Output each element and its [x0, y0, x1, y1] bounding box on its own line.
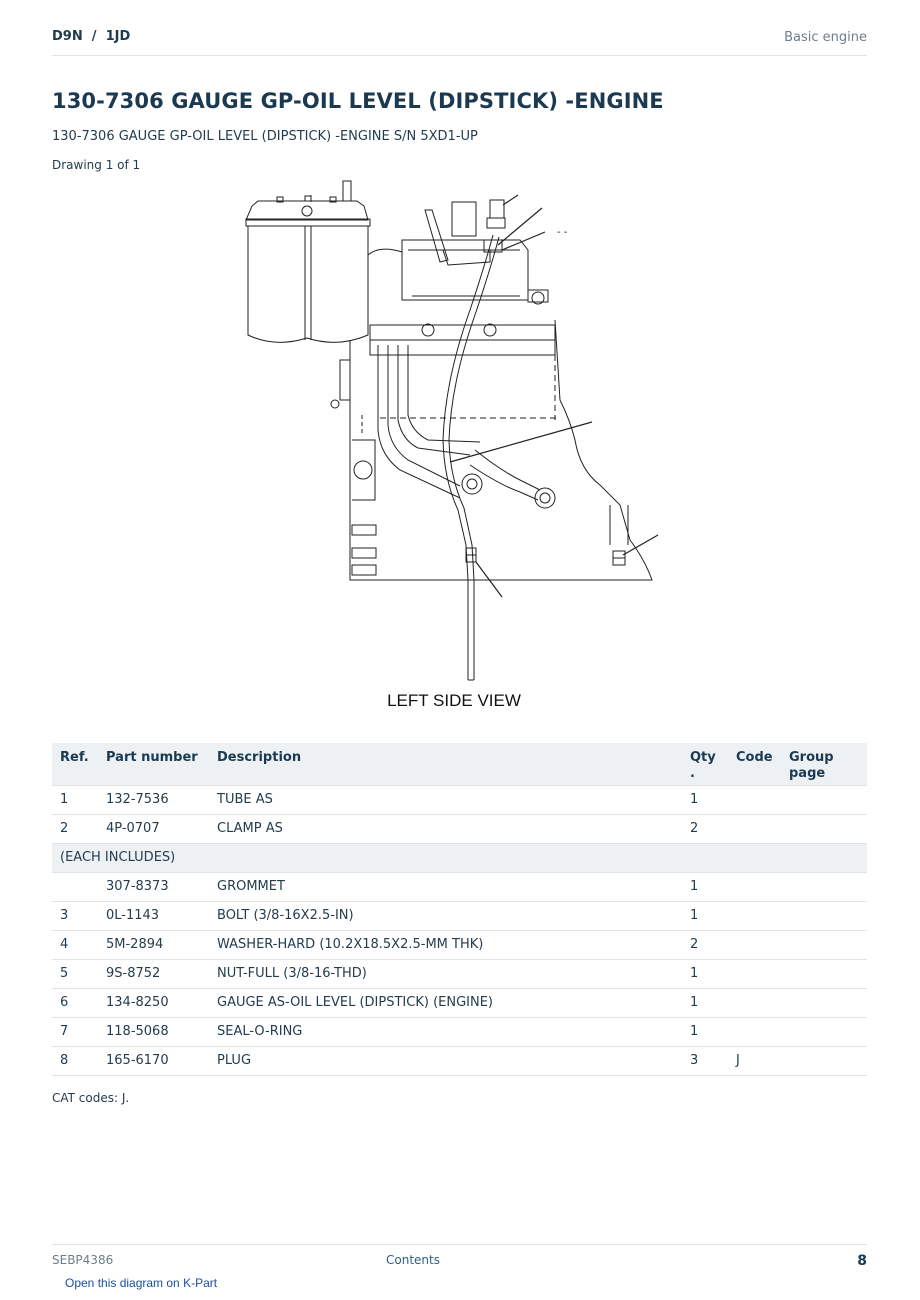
cell-code: J: [728, 1046, 781, 1075]
col-description: Description: [209, 743, 682, 785]
cell-code: [728, 1017, 781, 1046]
callout-leaders: [450, 195, 658, 597]
cell-description: BOLT (3/8-16X2.5-IN): [209, 901, 682, 930]
cell-ref: 1: [52, 785, 98, 814]
cell-ref: 8: [52, 1046, 98, 1075]
table-row: [52, 901, 867, 930]
cell-description: WASHER-HARD (10.2X18.5X2.5-MM THK): [209, 930, 682, 959]
cell-code: [728, 959, 781, 988]
breadcrumb: D9N / 1JD: [52, 29, 131, 44]
cell-part-number: 0L-1143: [98, 901, 209, 930]
cell-description: TUBE AS: [209, 785, 682, 814]
cell-qty: 1: [682, 988, 728, 1017]
cell-description: SEAL-O-RING: [209, 1017, 682, 1046]
col-qty: Qty .: [682, 743, 728, 785]
cell-part-number: 4P-0707: [98, 814, 209, 843]
cell-group-page: [781, 1046, 867, 1075]
table-row: [52, 959, 867, 988]
cell-qty: 1: [682, 785, 728, 814]
cell-part-number: 307-8373: [98, 872, 209, 901]
cat-codes-note: CAT codes: J.: [52, 1091, 130, 1105]
drawing-count: Drawing 1 of 1: [52, 158, 141, 172]
cell-description: NUT-FULL (3/8-16-THD): [209, 959, 682, 988]
cell-qty: 3: [682, 1046, 728, 1075]
cell-code: [728, 930, 781, 959]
cell-ref: 7: [52, 1017, 98, 1046]
cell-note: (EACH INCLUDES): [52, 843, 867, 872]
table-row: [52, 1017, 867, 1046]
cell-description: GAUGE AS-OIL LEVEL (DIPSTICK) (ENGINE): [209, 988, 682, 1017]
table-row: [52, 814, 867, 843]
cell-group-page: [781, 814, 867, 843]
parts-table: [52, 743, 867, 1076]
cell-code: [728, 872, 781, 901]
cell-qty: 1: [682, 872, 728, 901]
col-ref: Ref.: [52, 743, 98, 785]
page-title: 130-7306 GAUGE GP-OIL LEVEL (DIPSTICK) -ENGINE: [52, 89, 664, 113]
cell-ref: 2: [52, 814, 98, 843]
cell-description: GROMMET: [209, 872, 682, 901]
cell-description: PLUG: [209, 1046, 682, 1075]
cell-ref: 5: [52, 959, 98, 988]
cell-part-number: 165-6170: [98, 1046, 209, 1075]
cell-part-number: 132-7536: [98, 785, 209, 814]
cell-code: [728, 988, 781, 1017]
callout-dashes: - -: [557, 227, 568, 238]
cell-ref: [52, 872, 98, 901]
table-row: [52, 1046, 867, 1075]
cell-qty: 2: [682, 930, 728, 959]
cell-group-page: [781, 785, 867, 814]
col-code: Code: [728, 743, 781, 785]
cell-part-number: 118-5068: [98, 1017, 209, 1046]
cell-ref: 3: [52, 901, 98, 930]
cell-group-page: [781, 901, 867, 930]
cell-code: [728, 785, 781, 814]
page-footer: [52, 1244, 867, 1275]
col-part-number: Part number: [98, 743, 209, 785]
table-row: [52, 930, 867, 959]
page-subtitle: 130-7306 GAUGE GP-OIL LEVEL (DIPSTICK) -ENGINE S/N 5XD1-UP: [52, 129, 478, 144]
cell-group-page: [781, 959, 867, 988]
page-header: [52, 28, 867, 56]
cell-qty: 1: [682, 959, 728, 988]
cell-qty: 1: [682, 901, 728, 930]
table-row: [52, 785, 867, 814]
open-kpart-link[interactable]: Open this diagram on K-Part: [65, 1276, 218, 1290]
view-label: LEFT SIDE VIEW: [387, 691, 521, 710]
cell-group-page: [781, 930, 867, 959]
parts-table-header: [52, 743, 867, 785]
document-id: SEBP4386: [52, 1253, 114, 1267]
dipstick-bracket: [425, 202, 490, 265]
engine-block: [331, 240, 652, 580]
table-row: [52, 872, 867, 901]
page-number: 8: [857, 1253, 867, 1269]
table-note-row: [52, 843, 867, 872]
section-label: Basic engine: [784, 30, 867, 45]
plug: [610, 505, 628, 565]
oil-pipes: [378, 345, 555, 508]
cell-code: [728, 814, 781, 843]
cell-ref: 4: [52, 930, 98, 959]
dipstick-tube: [443, 200, 505, 680]
cell-group-page: [781, 1017, 867, 1046]
cell-group-page: [781, 872, 867, 901]
cell-part-number: 9S-8752: [98, 959, 209, 988]
col-group-page: Group page: [781, 743, 867, 785]
cell-code: [728, 901, 781, 930]
table-row: [52, 988, 867, 1017]
cell-part-number: 5M-2894: [98, 930, 209, 959]
cell-qty: 2: [682, 814, 728, 843]
cell-description: CLAMP AS: [209, 814, 682, 843]
oil-filter-housing: [246, 181, 370, 342]
contents-link[interactable]: Contents: [386, 1253, 440, 1267]
engine-dipstick-diagram[interactable]: [0, 170, 920, 715]
cell-ref: 6: [52, 988, 98, 1017]
cell-qty: 1: [682, 1017, 728, 1046]
cell-group-page: [781, 988, 867, 1017]
cell-part-number: 134-8250: [98, 988, 209, 1017]
